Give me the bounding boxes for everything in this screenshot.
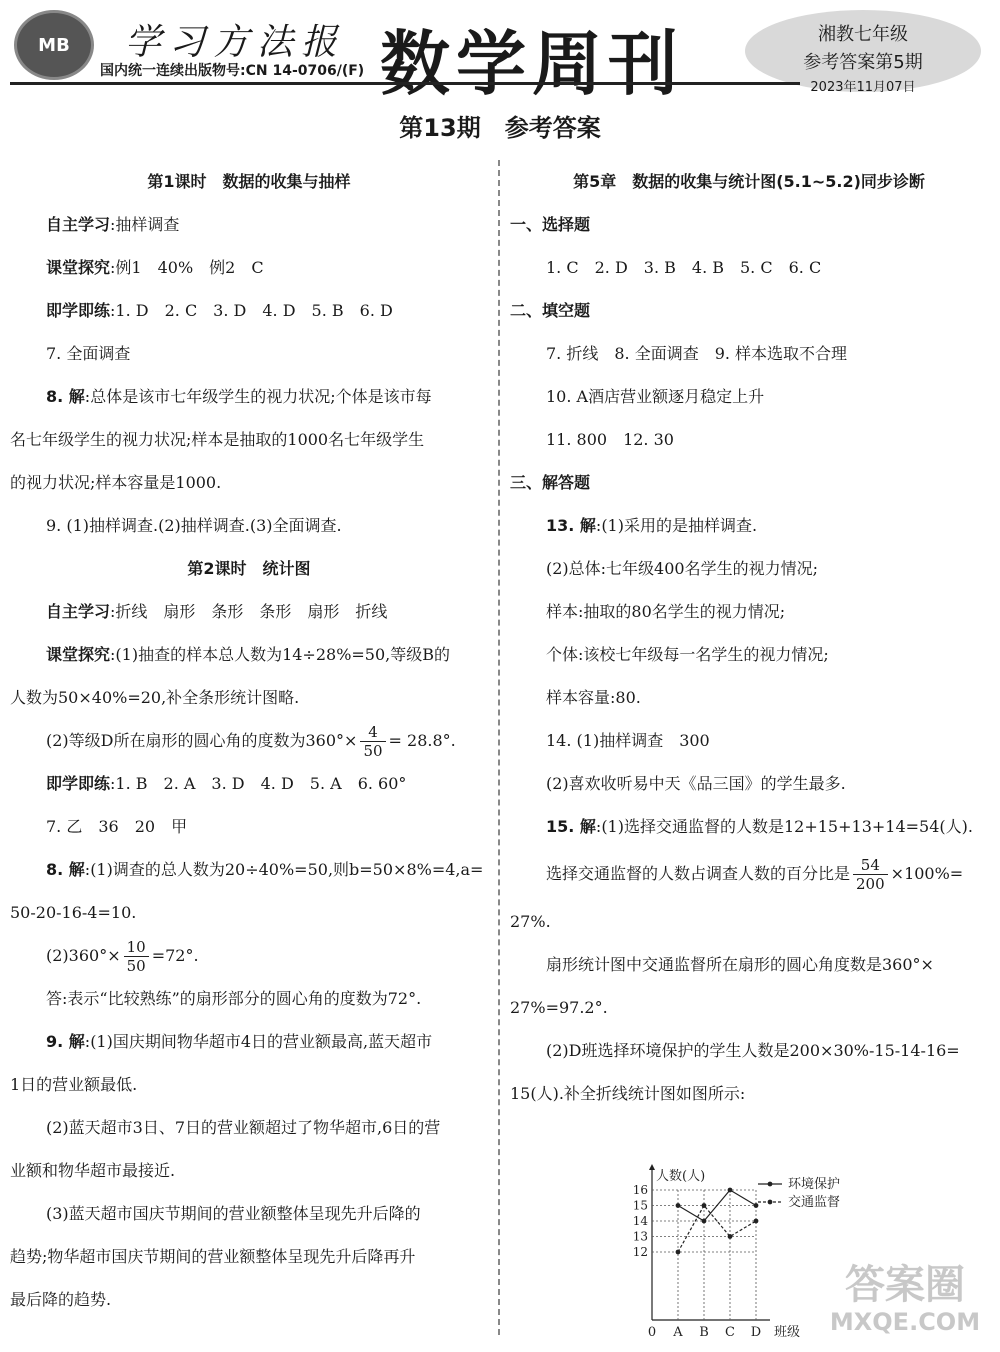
lesson2-q8-p2: (2)360°× $\frac{10}{50}$ =72°.	[46, 938, 199, 975]
q15-line5: 27%=97.2°.	[510, 998, 608, 1017]
q13-line4: 个体:该校七年级每一名学生的视力情况;	[546, 645, 829, 664]
lesson2-ketang-line2: 人数为50×40%=20,补全条形统计图略.	[10, 688, 300, 707]
fill-q7-9: 7. 折线 8. 全面调查 9. 样本选取不合理	[546, 344, 848, 363]
publication-title: 数学周刊	[380, 23, 684, 105]
data-point	[754, 1219, 759, 1224]
q13-line1: 13. 解:(1)采用的是抽样调查.	[546, 516, 758, 535]
data-point	[754, 1203, 759, 1208]
x-tick-label: A	[673, 1325, 683, 1340]
brand-name: 学习方法报	[125, 22, 346, 63]
y-tick-label: 13	[632, 1229, 648, 1244]
column-divider	[498, 160, 500, 1335]
q14-line1: 14. (1)抽样调查 300	[546, 731, 710, 750]
lesson2-q9-p3b: 趋势;物华超市国庆节期间的营业额整体呈现先升后降再升	[10, 1247, 416, 1266]
watermark-line1: 答案圈	[845, 1262, 965, 1308]
edition-issue: 参考答案第5期	[803, 52, 923, 73]
fraction: $\frac{4}{50}$	[360, 723, 385, 760]
logo-text: MB	[38, 34, 70, 56]
data-point	[702, 1219, 707, 1224]
q15-line1: 15. 解:(1)选择交通监督的人数是12+15+13+14=54(人).	[546, 817, 973, 836]
lesson2-q9-line1: 9. 解:(1)国庆期间物华超市4日的营业额最高,蓝天超市	[46, 1032, 433, 1051]
chapter-heading: 第5章 数据的收集与统计图(5.1~5.2)同步诊断	[573, 172, 925, 191]
lesson1-jixue: 即学即练:1. D 2. C 3. D 4. D 5. B 6. D	[46, 301, 393, 320]
newspaper-logo	[14, 10, 94, 80]
y-tick-label: 12	[632, 1245, 648, 1259]
fill-q10: 10. A酒店营业额逐月稳定上升	[546, 387, 765, 406]
y-axis-arrow	[649, 1164, 655, 1170]
watermark	[820, 1262, 990, 1342]
q13-line3: 样本:抽取的80名学生的视力情况;	[546, 602, 786, 621]
lesson2-jixue: 即学即练:1. B 2. A 3. D 4. D 5. A 6. 60°	[46, 774, 407, 793]
legend-marker	[768, 1200, 773, 1205]
x-axis-label: 班级	[774, 1325, 801, 1340]
masthead-rule	[10, 82, 800, 85]
issue-title: 第13期 参考答案	[399, 114, 601, 142]
origin-label: 0	[647, 1325, 657, 1340]
lesson2-q9-p3a: (3)蓝天超市国庆节期间的营业额整体呈现先升后降的	[46, 1204, 421, 1223]
section-fill: 二、填空题	[510, 301, 591, 320]
x-tick-label: C	[725, 1325, 735, 1340]
q15-line3: 27%.	[510, 912, 551, 931]
lesson2-q9-p3c: 最后降的趋势.	[10, 1290, 112, 1309]
watermark-line2: MXQE.COM	[829, 1308, 981, 1336]
right-column	[510, 160, 988, 1115]
lesson2-q8-answer: 答:表示“比较熟练”的扇形部分的圆心角的度数为72°.	[46, 989, 422, 1008]
section-solve: 三、解答题	[510, 473, 591, 492]
lesson1-q9: 9. (1)抽样调查.(2)抽样调查.(3)全面调查.	[46, 516, 342, 535]
fill-q11-12: 11. 800 12. 30	[546, 430, 674, 449]
legend-marker	[768, 1182, 773, 1187]
lesson1-q7: 7. 全面调查	[46, 344, 131, 363]
edition-grade: 湘教七年级	[818, 24, 908, 45]
data-point	[728, 1234, 733, 1239]
lesson1-q8-line3: 的视力状况;样本容量是1000.	[10, 473, 222, 492]
lesson2-q9-p2b: 业额和物华超市最接近.	[10, 1161, 176, 1180]
q14-line2: (2)喜欢收听易中天《品三国》的学生最多.	[546, 774, 846, 793]
x-tick-label: D	[750, 1325, 762, 1340]
left-column	[10, 160, 488, 1321]
y-tick-label: 16	[632, 1183, 648, 1197]
y-axis-label: 人数(人)	[656, 1169, 706, 1184]
data-point	[728, 1188, 733, 1193]
lesson2-q8-line2: 50-20-16-4=10.	[10, 903, 137, 922]
y-tick-label: 14	[632, 1214, 648, 1228]
masthead	[0, 0, 1000, 105]
lesson2-q9-line2: 1日的营业额最低.	[10, 1075, 138, 1094]
q15-line4: 扇形统计图中交通监督所在扇形的圆心角度数是360°×	[546, 955, 934, 974]
lesson1-zizhu: 自主学习:抽样调查	[46, 215, 180, 234]
y-tick-label: 15	[632, 1198, 648, 1213]
data-point	[702, 1203, 707, 1208]
legend-label: 交通监督	[788, 1195, 841, 1210]
q13-line2: (2)总体:七年级400名学生的视力情况;	[546, 559, 818, 578]
lesson2-ketang-line1: 课堂探究:(1)抽查的样本总人数为14÷28%=50,等级B的	[46, 645, 451, 664]
lesson1-q8-line1: 8. 解:总体是该市七年级学生的视力状况;个体是该市每	[46, 387, 432, 406]
lesson2-zizhu: 自主学习:折线 扇形 条形 条形 扇形 折线	[46, 602, 388, 621]
fraction: $\frac{54}{200}$	[853, 856, 888, 893]
x-tick-label: B	[699, 1325, 709, 1340]
data-point	[676, 1250, 681, 1255]
q13-line5: 样本容量:80.	[546, 688, 641, 707]
lesson1-ketang: 课堂探究:例1 40% 例2 C	[46, 258, 264, 277]
lesson2-heading: 第2课时 统计图	[187, 559, 311, 578]
lesson2-q8-line1: 8. 解:(1)调查的总人数为20÷40%=50,则b=50×8%=4,a=	[46, 860, 484, 879]
fraction: $\frac{10}{50}$	[124, 938, 149, 975]
lesson2-q9-p2a: (2)蓝天超市3日、7日的营业额超过了物华超市,6日的营	[46, 1118, 441, 1137]
q15-line7: 15(人).补全折线统计图如图所示:	[510, 1084, 746, 1103]
legend-label: 环境保护	[788, 1177, 841, 1192]
lesson1-heading: 第1课时 数据的收集与抽样	[147, 172, 351, 191]
q15-line2: 选择交通监督的人数占调查人数的百分比是 $\frac{54}{200}$ ×100%=	[546, 856, 964, 893]
choice-answers: 1. C 2. D 3. B 4. B 5. C 6. C	[546, 258, 822, 277]
q15-line6: (2)D班选择环境保护的学生人数是200×30%-15-14-16=	[546, 1041, 960, 1060]
data-point	[676, 1203, 681, 1208]
issn-line: 国内统一连续出版物号:CN 14-0706/(F)	[100, 63, 365, 79]
lesson2-ketang-p2: (2)等级D所在扇形的圆心角的度数为360°× $\frac{4}{50}$ = 28.8°.	[46, 723, 456, 760]
section-choice: 一、选择题	[510, 215, 591, 234]
lesson1-q8-line2: 名七年级学生的视力状况;样本是抽取的1000名七年级学生	[10, 430, 425, 449]
lesson2-q7: 7. 乙 36 20 甲	[46, 817, 188, 836]
edition-badge	[745, 10, 981, 95]
edition-date: 2023年11月07日	[810, 80, 916, 95]
